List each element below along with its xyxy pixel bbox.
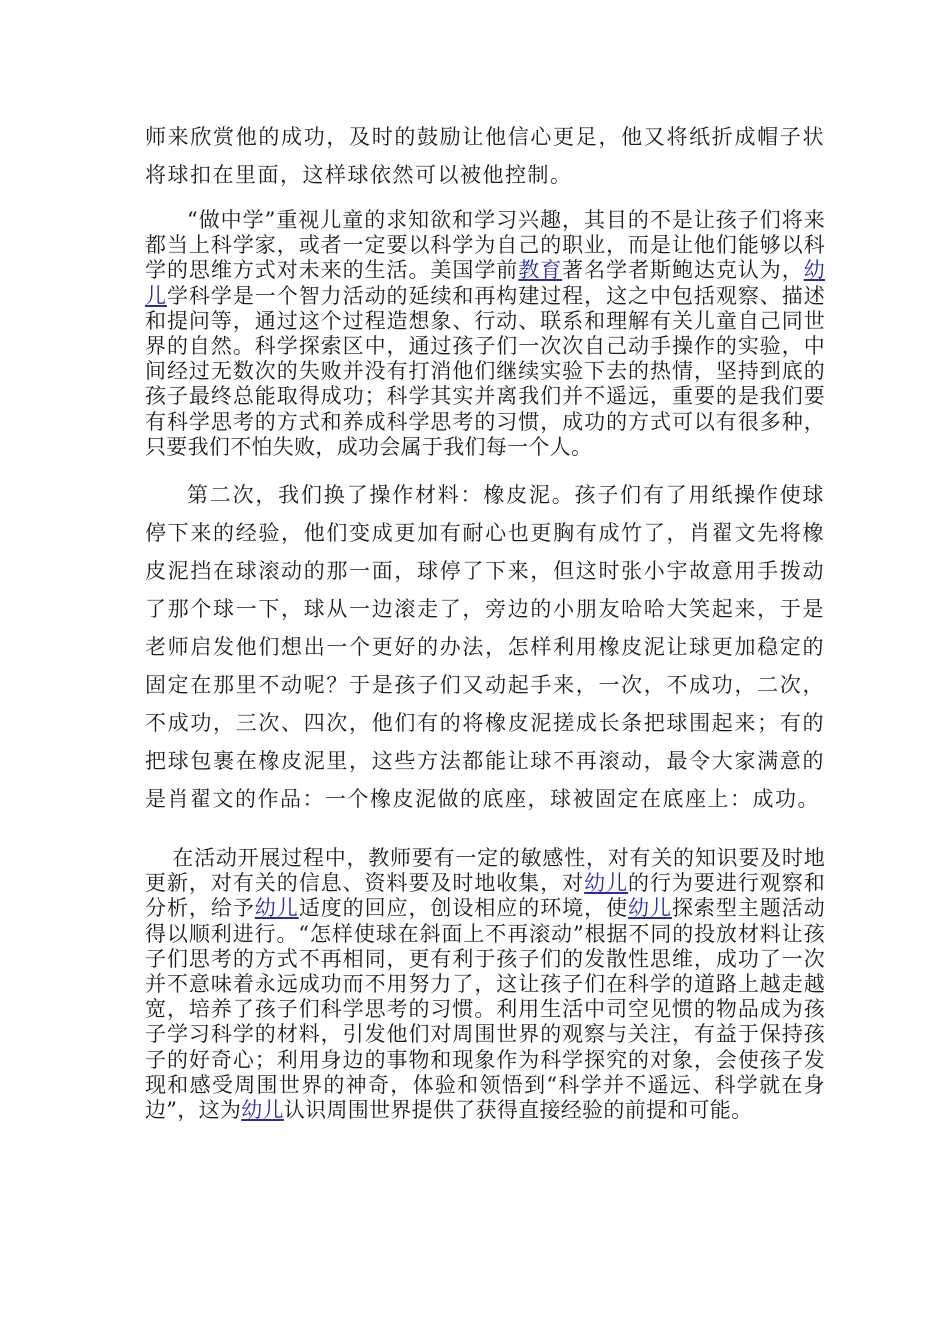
paragraph-3	[145, 476, 825, 818]
paragraph-2-text-a: “做中学”重视儿童的求知欲和学习兴趣，其目的不是让孩子们将来都当上科学家，或者一定要以科学为自己的职业，而是让他们能够以科学的思维方式对未来的生活。美国学前	[145, 208, 825, 283]
paragraph-2-text-b: 著名学者斯鲍达克认为，	[562, 258, 804, 283]
link-youer[interactable]: 幼儿	[628, 896, 672, 921]
link-youer[interactable]: 幼儿	[145, 258, 825, 308]
link-youer[interactable]: 幼儿	[584, 871, 629, 896]
link-education[interactable]: 教育	[518, 258, 563, 283]
paragraph-2-text-c: 学科学是一个智力活动的延续和再构建过程，这之中包括观察、描述和提问等，通过这个过程造想象、行动、联系和理解有关儿童自己同世界的自然。科学探索区中，通过孩子们一次次自己动手操作的实验，中间经过无数次的失败并没有打消他们继续实验下去的热情，坚持到底的孩子最终总能取得成功；科学其实并离我们并不遥远，重要的是我们要有科学思考的方式和养成科学思考的习惯，成功的方式可以有很多种，只要我们不怕失败，成功会属于我们每一个人。	[145, 283, 825, 459]
paragraph-4-text-e: 认识周围世界提供了获得直接经验的前提和可能。	[283, 1098, 753, 1123]
paragraph-4	[145, 846, 825, 1123]
paragraph-3-text: 第二次，我们换了操作材料：橡皮泥。孩子们有了用纸操作使球停下来的经验，他们变成更加有耐心也更胸有成竹了，肖翟文先将橡皮泥挡在球滚动的那一面，球停了下来，但这时张小宇故意用手拨动了那个球一下，球从一边滚走了，旁边的小朋友哈哈大笑起来，于是老师启发他们想出一个更好的办法，怎样利用橡皮泥让球更加稳定的固定在那里不动呢？于是孩子们又动起手来，一次，不成功，二次，不成功，三次、四次，他们有的将橡皮泥搓成长条把球围起来；有的把球包裹在橡皮泥里，这些方法都能让球不再滚动，最令大家满意的是肖翟文的作品：一个橡皮泥做的底座，球被固定在底座上：成功。	[145, 483, 825, 812]
paragraph-2	[145, 208, 825, 460]
paragraph-4-text-c: 适度的回应，创设相应的环境，使	[298, 896, 629, 921]
paragraph-4-text-a: 在活动开展过程中，教师要有一定的敏感性，对有关的知识要及时地更新，对有关的信息、资料要及时地收集，对	[145, 846, 825, 896]
paragraph-1	[145, 118, 825, 194]
link-youer[interactable]: 幼儿	[241, 1098, 284, 1123]
paragraph-1-text: 师来欣赏他的成功，及时的鼓励让他信心更足，他又将纸折成帽子状将球扣在里面，这样球依然可以被他控制。	[145, 125, 825, 187]
paragraph-4-text-b: 的行为要进行观察和分析，给予	[145, 871, 825, 921]
link-youer[interactable]: 幼儿	[254, 896, 299, 921]
paragraph-4-text-d: 探索型主题活动得以顺利进行。“怎样使球在斜面上不再滚动”根据不同的投放材料让孩子们思考的方式不再相同，更有利于孩子们的发散性思维，成功了一次并不意味着永远成功而不用努力了，这让孩子们在科学的道路上越走越宽，培养了孩子们科学思考的习惯。利用生活中司空见惯的物品成为孩子学习科学的材料，引发他们对周围世界的观察与关注，有益于保持孩子的好奇心；利用身边的事物和现象作为科学探究的对象，会使孩子发现和感受周围世界的神奇，体验和领悟到“科学并不遥远、科学就在身边”，这为	[145, 896, 826, 1123]
document-page	[145, 118, 825, 1123]
